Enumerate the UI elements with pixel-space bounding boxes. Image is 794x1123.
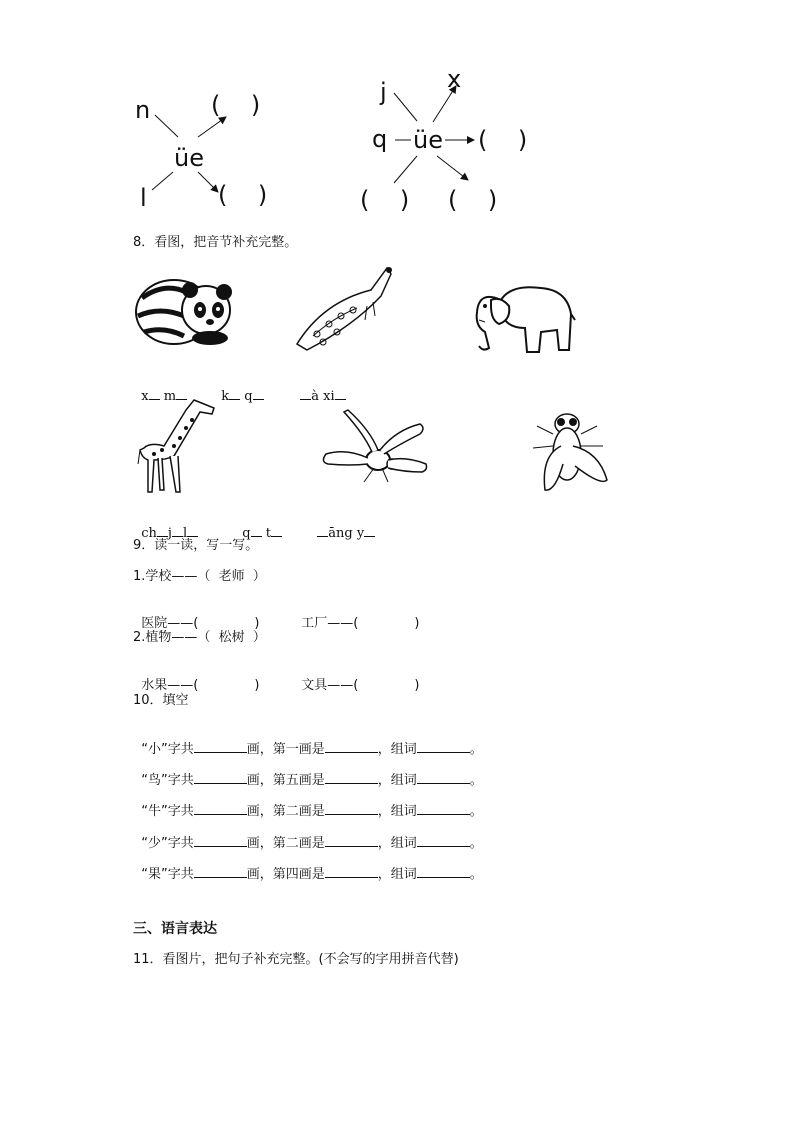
pinyin-blank-giraffe[interactable]: ch j l — [133, 508, 198, 542]
example-2: 2.植物——（ 松树 ） — [133, 630, 266, 645]
fill-row[interactable]: “鸟”字共 画，第五画是 ，组词 。 — [141, 773, 483, 788]
answer-paren[interactable]: ( ) — [218, 181, 268, 209]
question-10-title: 10．填空 — [133, 693, 189, 708]
question-11-title: 11．看图片，把句子补充完整。(不会写的字用拼音代替) — [133, 952, 459, 967]
pinyin-blank-dragonfly[interactable]: q t — [234, 508, 282, 542]
answer-line-factory[interactable]: 工厂——( ) — [301, 616, 420, 631]
final-ue: üe — [174, 144, 204, 172]
pinyin-blank-panda[interactable]: x m — [133, 371, 187, 405]
panda-icon — [134, 276, 234, 346]
answer-paren[interactable]: ( ) — [478, 126, 528, 154]
arrow-line — [198, 117, 226, 137]
final-ue: üe — [413, 126, 443, 154]
question-9-title: 9．读一读，写一写。 — [133, 538, 259, 553]
initial-x: x — [447, 65, 462, 93]
elephant-icon — [471, 276, 581, 356]
fill-row[interactable]: “果”字共 画，第四画是 ，组词 。 — [141, 867, 483, 882]
initial-j: j — [380, 78, 387, 106]
example-1: 1.学校——（ 老师 ） — [133, 569, 266, 584]
answer-paren[interactable]: ( ) — [360, 186, 410, 214]
pinyin-blank-fly[interactable]: āng y — [309, 508, 375, 542]
initial-n: n — [135, 96, 151, 124]
initial-q: q — [372, 125, 388, 153]
answer-line-fruit[interactable]: 水果——( ) — [141, 678, 260, 693]
fill-row[interactable]: “牛”字共 画，第二画是 ，组词 。 — [141, 804, 483, 819]
fill-row[interactable]: “小”字共 画，第一画是 ，组词 。 — [141, 742, 483, 757]
section-heading: 三、语言表达 — [133, 921, 217, 937]
answer-line-stationery[interactable]: 文具——( ) — [301, 678, 420, 693]
question-8-title: 8．看图，把音节补充完整。 — [133, 235, 298, 250]
peacock-icon — [293, 262, 397, 352]
pinyin-blank-elephant[interactable]: à xi — [292, 371, 346, 405]
fly-icon — [527, 406, 613, 496]
connector-line — [155, 115, 178, 137]
answer-paren[interactable]: ( ) — [448, 186, 498, 214]
answer-paren[interactable]: ( ) — [211, 91, 261, 119]
connector-line — [394, 93, 417, 121]
pinyin-blank-peacock[interactable]: k q — [213, 371, 264, 405]
initial-l: l — [140, 184, 147, 212]
fill-row[interactable]: “少”字共 画，第二画是 ，组词 。 — [141, 836, 483, 851]
connector-line — [394, 156, 417, 183]
giraffe-icon — [134, 394, 220, 496]
arrow-line — [437, 156, 468, 180]
arrow-line — [198, 172, 218, 192]
answer-line-hospital[interactable]: 医院——( ) — [141, 616, 260, 631]
dragonfly-icon — [316, 406, 430, 486]
connector-line — [152, 172, 173, 190]
